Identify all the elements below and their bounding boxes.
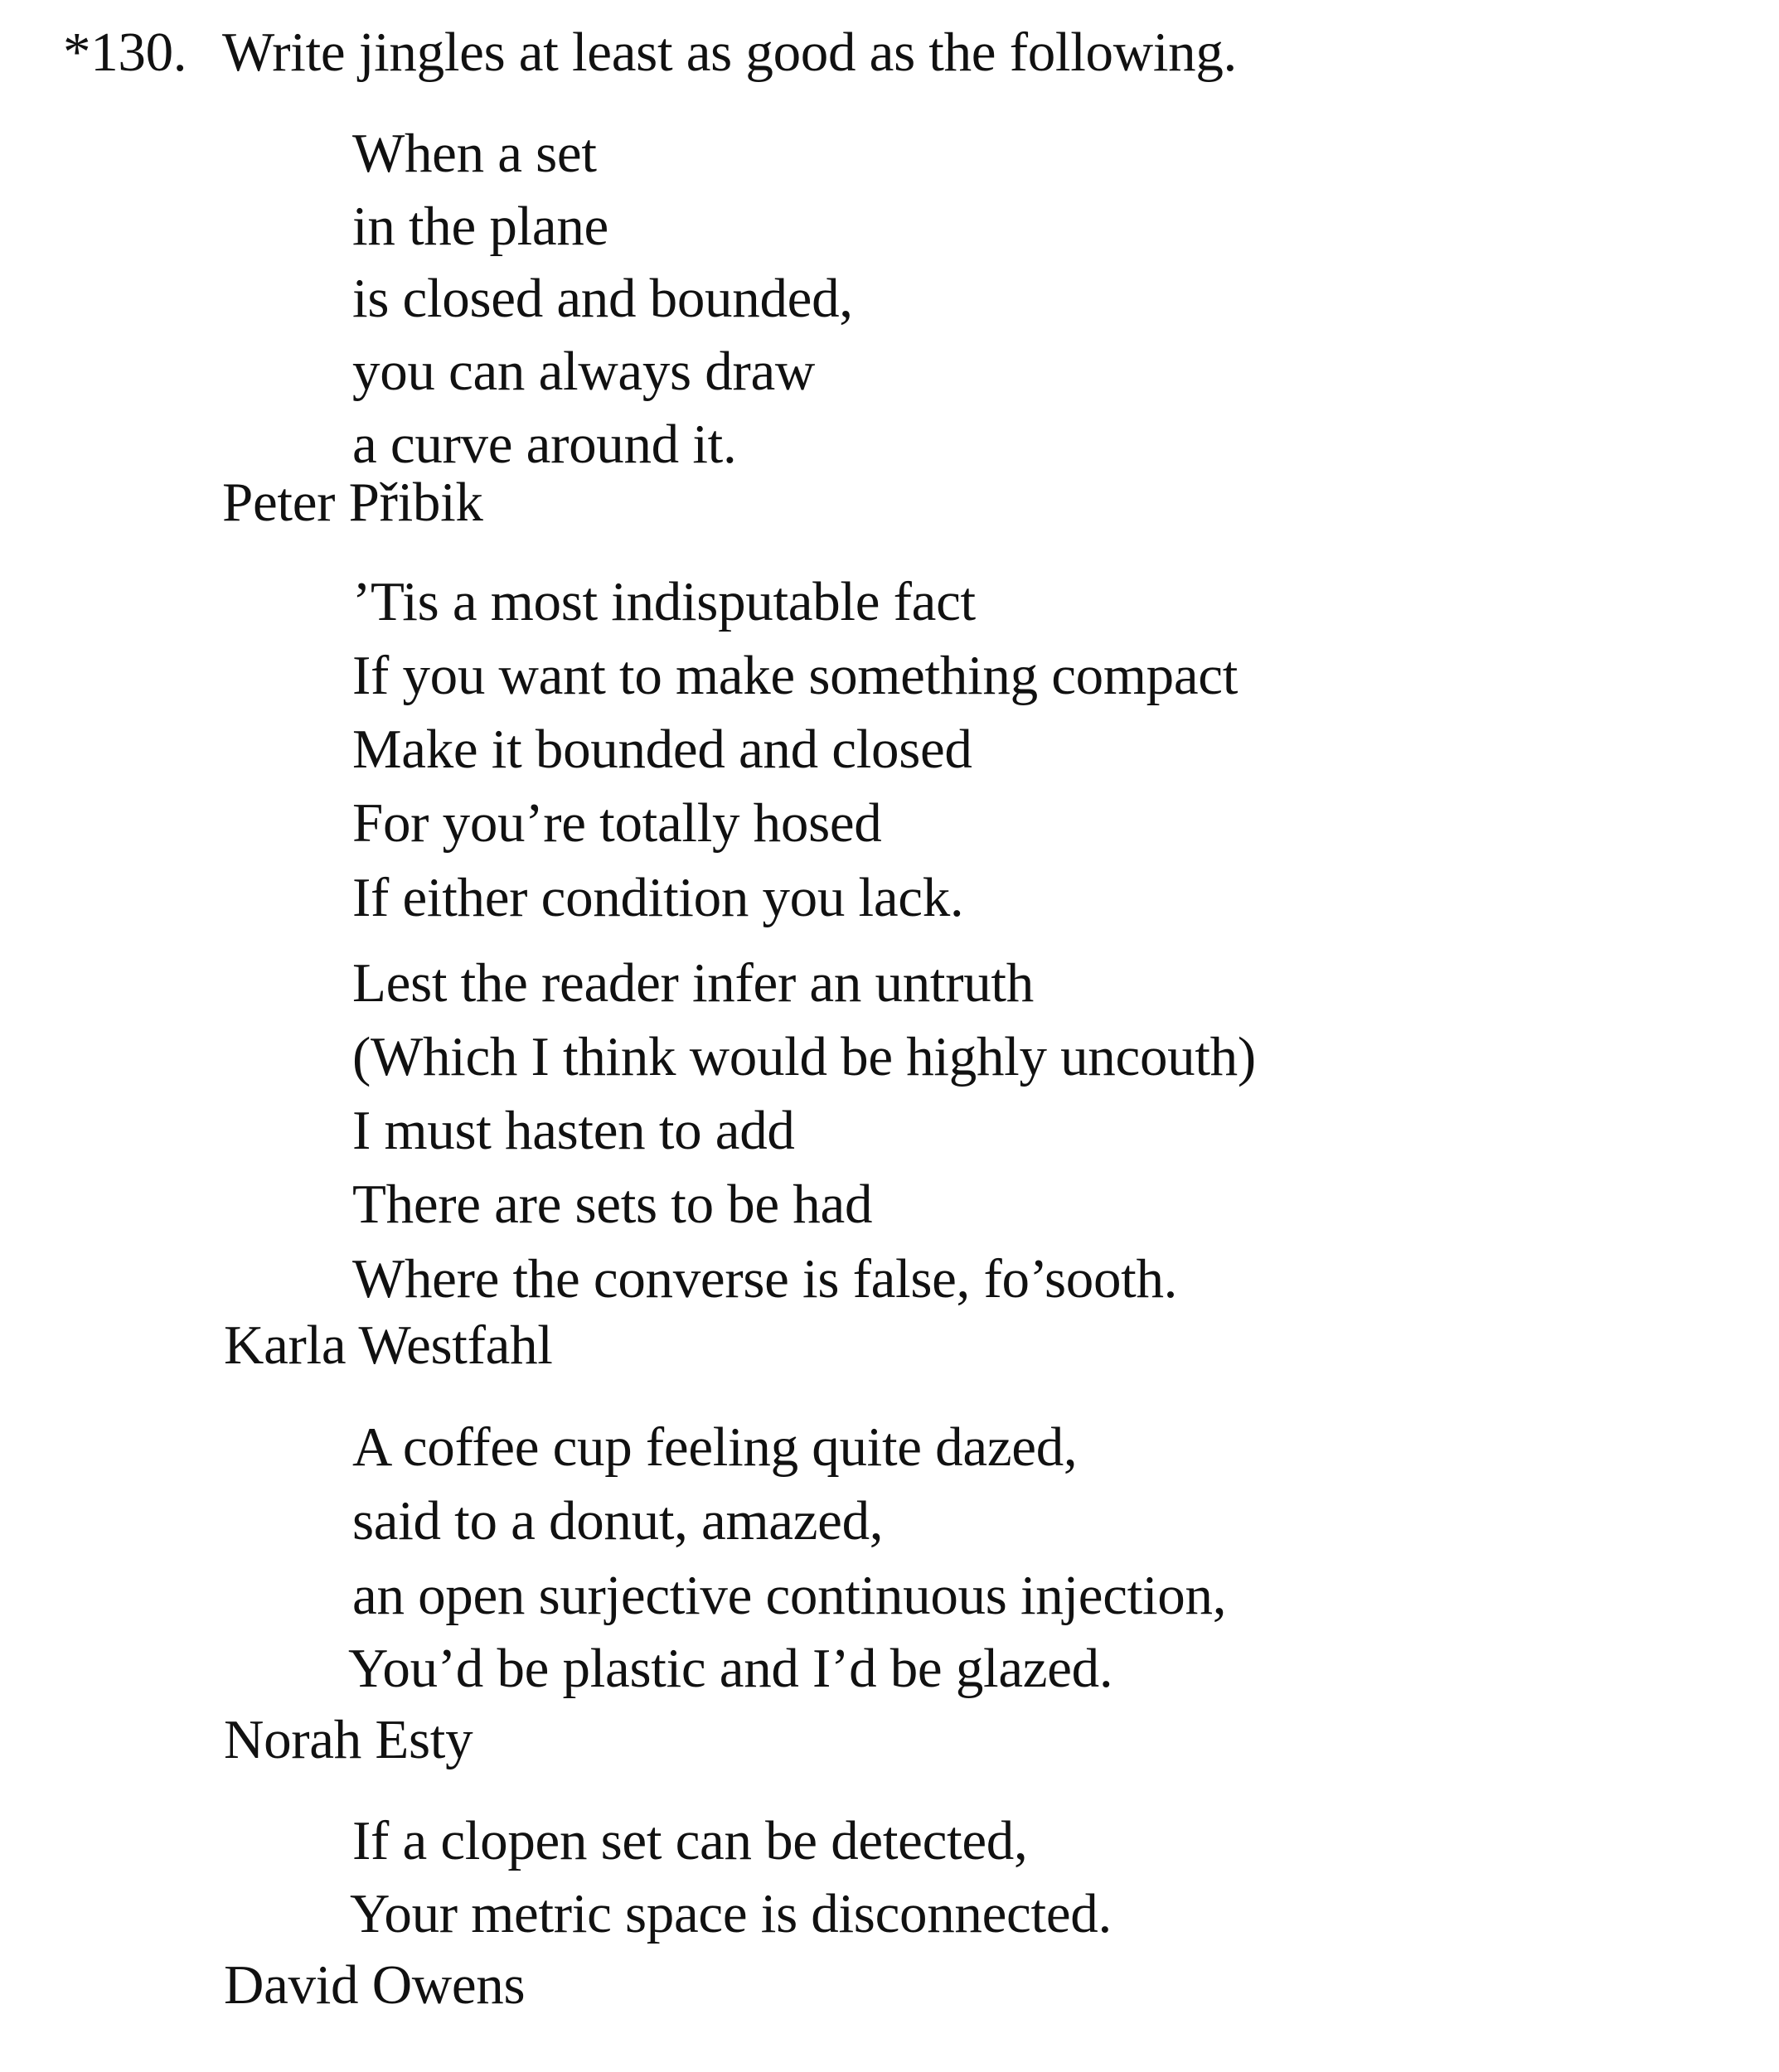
problem-number: *130.	[63, 22, 187, 83]
verse-line: A coffee cup feeling quite dazed,	[352, 1416, 1078, 1478]
verse-line: in the plane	[352, 196, 608, 257]
verse-line: said to a donut, amazed,	[352, 1490, 884, 1552]
verse-line: You’d be plastic and I’d be glazed.	[348, 1638, 1113, 1699]
verse-line: an open surjective continuous injection,	[352, 1565, 1227, 1626]
verse-line: Where the converse is false, fo’sooth.	[352, 1248, 1178, 1310]
verse-line: There are sets to be had	[352, 1174, 873, 1235]
verse-line: ’Tis a most indisputable fact	[352, 571, 976, 632]
author-name: Norah Esty	[224, 1709, 473, 1770]
verse-line: Lest the reader infer an untruth	[352, 952, 1034, 1014]
verse-line: Make it bounded and closed	[352, 719, 972, 780]
verse-line: is closed and bounded,	[352, 268, 853, 329]
verse-line: Your metric space is disconnected.	[350, 1883, 1112, 1944]
problem-prompt: Write jingles at least as good as the following.	[222, 22, 1237, 83]
verse-line: you can always draw	[352, 341, 816, 402]
author-name: Karla Westfahl	[224, 1314, 553, 1376]
author-name: Peter Přibik	[222, 472, 483, 533]
verse-line: If either condition you lack.	[352, 867, 964, 928]
verse-line: When a set	[352, 123, 597, 184]
verse-line: If a clopen set can be detected,	[352, 1810, 1028, 1871]
author-name: David Owens	[224, 1954, 526, 2016]
verse-line: For you’re totally hosed	[352, 792, 882, 854]
verse-line: I must hasten to add	[352, 1100, 795, 1161]
verse-line: a curve around it.	[352, 414, 737, 475]
verse-line: (Which I think would be highly uncouth)	[352, 1026, 1256, 1087]
verse-line: If you want to make something compact	[352, 645, 1239, 706]
